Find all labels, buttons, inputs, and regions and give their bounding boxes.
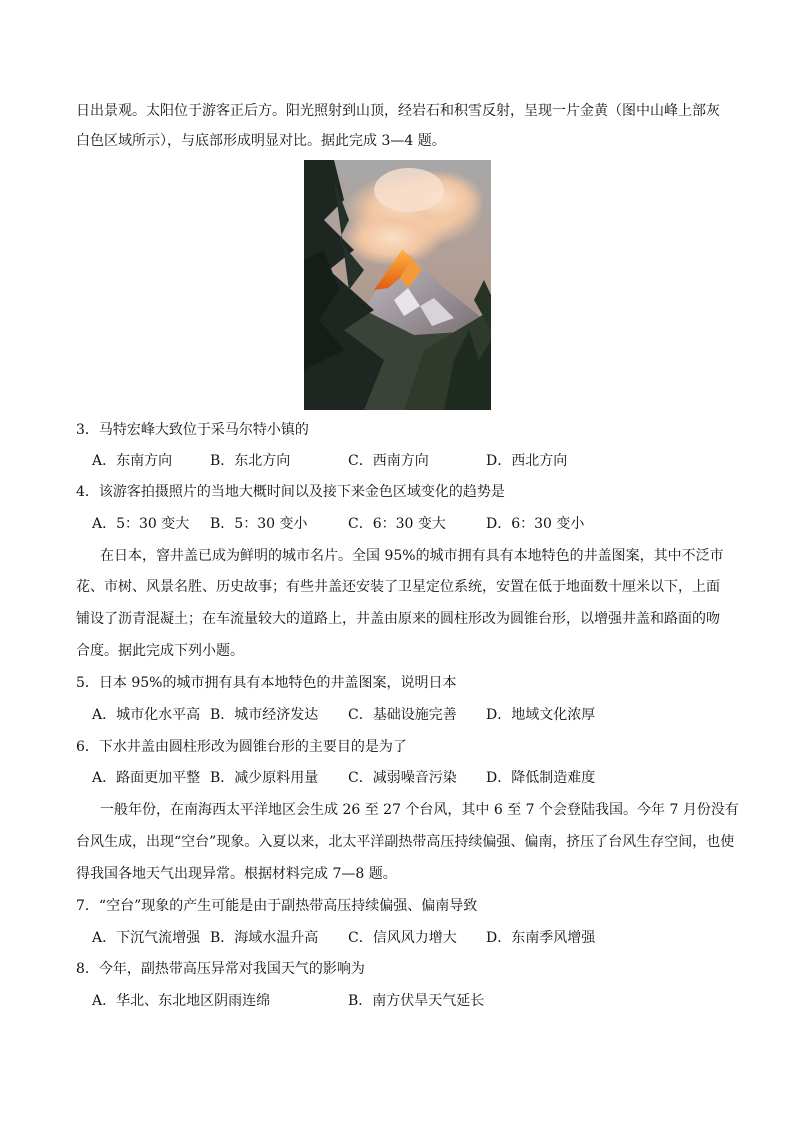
passage-line: 白色区域所示），与底部形成明显对比。据此完成 3—4 题。 [76,133,446,149]
option-a: A．城市化水平高 [92,707,201,723]
question-5-stem: 5．日本 95%的城市拥有具有本地特色的井盖图案，说明日本 [76,675,457,691]
option-a: A．东南方向 [92,453,173,469]
option-c: C．信风风力增大 [348,930,457,946]
question-8-stem: 8．今年，副热带高压异常对我国天气的影响为 [76,961,365,977]
option-a: A．5：30 变大 [92,516,190,532]
mountain-sunrise-photo [304,160,491,410]
passage-line: 在日本，窨井盖已成为鲜明的城市名片。全国 95%的城市拥有具有本地特色的井盖图案，其中不泛市 [100,548,724,564]
option-c: C．减弱噪音污染 [348,770,457,786]
question-6-stem: 6．下水井盖由圆柱形改为圆锥台形的主要目的是为了 [76,739,407,755]
option-a: A．下沉气流增强 [92,930,201,946]
option-b: B．海域水温升高 [210,930,319,946]
option-b: B．5：30 变小 [210,516,308,532]
option-a: A．华北、东北地区阴雨连绵 [92,993,271,1009]
option-d: D．东南季风增强 [486,930,596,946]
option-d: D．西北方向 [486,453,568,469]
option-d: D．降低制造难度 [486,770,596,786]
option-a: A．路面更加平整 [92,770,201,786]
question-4-stem: 4．该游客拍摄照片的当地大概时间以及接下来金色区域变化的趋势是 [76,484,505,500]
passage-line: 日出景观。太阳位于游客正后方。阳光照射到山顶，经岩石和积雪反射，呈现一片金黄（图中山峰上部灰 [76,103,720,119]
passage-line: 花、市树、风景名胜、历史故事；有些井盖还安装了卫星定位系统，安置在低于地面数十厘米以下，上面 [76,579,720,595]
mountain-sunrise-illustration [304,160,491,410]
passage-line: 铺设了沥青混凝土；在车流量较大的道路上，井盖由原来的圆柱形改为圆锥台形，以增强井盖和路面的吻 [76,611,720,627]
question-3-stem: 3．马特宏峰大致位于采马尔特小镇的 [76,422,309,438]
option-b: B．东北方向 [210,453,291,469]
option-c: C．6：30 变大 [348,516,446,532]
option-d: D．地域文化浓厚 [486,707,596,723]
option-b: B．减少原料用量 [210,770,319,786]
passage-line: 得我国各地天气出现异常。根据材料完成 7—8 题。 [76,866,397,882]
passage-line: 台风生成，出现“空台”现象。入夏以来，北太平洋副热带高压持续偏强、偏南，挤压了台风生存空间，也使 [76,834,735,850]
option-b: B．南方伏旱天气延长 [348,993,485,1009]
passage-line: 一般年份，在南海西太平洋地区会生成 26 至 27 个台风，其中 6 至 7 个会登陆我国。今年 7 月份没有 [100,802,739,818]
option-c: C．西南方向 [348,453,429,469]
option-c: C．基础设施完善 [348,707,457,723]
question-7-stem: 7．“空台”现象的产生可能是由于副热带高压持续偏强、偏南导致 [76,898,478,914]
option-b: B．城市经济发达 [210,707,319,723]
option-d: D．6：30 变小 [486,516,585,532]
passage-line: 合度。据此完成下列小题。 [76,643,244,659]
